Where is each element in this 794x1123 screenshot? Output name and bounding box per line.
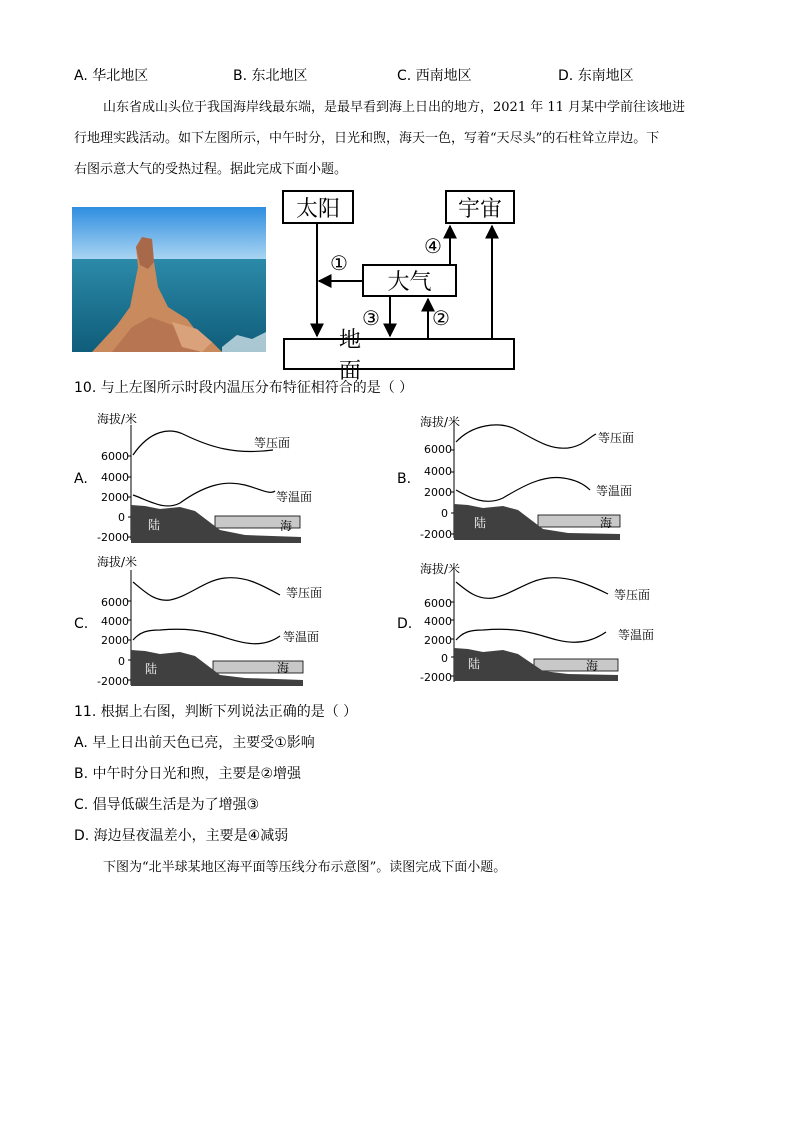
b-isobar: 等压面 — [598, 431, 635, 445]
a-ylabel: 海拔/米 — [97, 412, 138, 426]
d-land: 陆 — [468, 657, 481, 671]
c-isobar: 等压面 — [286, 586, 323, 600]
label-3: ③ — [362, 306, 380, 330]
a-tick-0: 0 — [118, 511, 125, 524]
heat-arrows — [0, 0, 794, 400]
q11-option-d: D. 海边昼夜温差小，主要是④减弱 — [74, 828, 289, 844]
c-tick-0: 0 — [118, 655, 125, 668]
b-tick-0: 0 — [441, 507, 448, 520]
c-sea: 海 — [277, 661, 290, 675]
ground-box: 地 面 — [283, 338, 515, 370]
d-isotherm: 等温面 — [618, 628, 655, 642]
label-2: ② — [432, 306, 450, 330]
b-tick-6000: 6000 — [424, 443, 452, 456]
c-tick-2000: 2000 — [101, 634, 129, 647]
prev-option-c: C. 西南地区 — [397, 68, 472, 84]
q10-letter-c: C. — [74, 616, 89, 632]
q10-letter-b: B. — [397, 471, 412, 487]
a-land: 陆 — [148, 518, 161, 532]
a-isotherm: 等温面 — [276, 490, 313, 504]
q10-stem: 10. 与上左图所示时段内温压分布特征相符合的是（ ） — [74, 380, 414, 396]
b-tick-4000: 4000 — [424, 465, 452, 478]
d-tick-4000: 4000 — [424, 615, 452, 628]
c-isotherm: 等温面 — [283, 630, 320, 644]
d-tick-0: 0 — [441, 652, 448, 665]
d-sea: 海 — [586, 659, 599, 673]
a-sea: 海 — [280, 519, 293, 533]
b-tick-neg2000: -2000 — [420, 528, 452, 541]
q10-letter-d: D. — [397, 616, 413, 632]
q11-option-b: B. 中午时分日光和煦，主要是②增强 — [74, 766, 302, 782]
c-tick-4000: 4000 — [101, 615, 129, 628]
q11-stem: 11. 根据上右图，判断下列说法正确的是（ ） — [74, 704, 358, 720]
c-tick-neg2000: -2000 — [97, 675, 129, 688]
intro-line-3: 右图示意大气的受热过程。据此完成下面小题。 — [74, 162, 348, 177]
sun-box: 太阳 — [282, 190, 354, 224]
b-isotherm: 等温面 — [596, 484, 633, 498]
b-sea: 海 — [600, 516, 613, 530]
c-land: 陆 — [145, 662, 158, 676]
a-tick-6000: 6000 — [101, 450, 129, 463]
a-isobar: 等压面 — [254, 436, 291, 450]
a-tick-2000: 2000 — [101, 491, 129, 504]
intro-line-1: 山东省成山头位于我国海岸线最东端，是最早看到海上日出的地方，2021 年 11 月某中学前往该地进 — [103, 100, 686, 115]
d-isobar: 等压面 — [614, 588, 651, 602]
prev-option-d: D. 东南地区 — [558, 68, 634, 84]
b-ylabel: 海拔/米 — [420, 415, 461, 429]
c-ylabel: 海拔/米 — [97, 555, 138, 569]
d-ylabel: 海拔/米 — [420, 562, 461, 576]
q11-option-c: C. 倡导低碳生活是为了增强③ — [74, 797, 260, 813]
intro-line-2: 行地理实践活动。如下左图所示，中午时分，日光和煦，海天一色，写着“天尽头”的石柱耸立岸边。下 — [74, 131, 660, 146]
q11-option-a: A. 早上日出前天色已亮，主要受①影响 — [74, 735, 315, 751]
d-tick-neg2000: -2000 — [420, 671, 452, 684]
label-4: ④ — [424, 234, 442, 258]
q10-letter-a: A. — [74, 471, 88, 487]
b-tick-2000: 2000 — [424, 486, 452, 499]
b-land: 陆 — [474, 516, 487, 530]
d-tick-2000: 2000 — [424, 634, 452, 647]
a-tick-4000: 4000 — [101, 471, 129, 484]
label-1: ① — [330, 251, 348, 275]
atmosphere-box: 大气 — [362, 264, 457, 297]
next-intro: 下图为“北半球某地区海平面等压线分布示意图”。读图完成下面小题。 — [103, 860, 507, 875]
d-tick-6000: 6000 — [424, 597, 452, 610]
space-box: 宇宙 — [445, 190, 515, 224]
a-tick-neg2000: -2000 — [97, 531, 129, 544]
c-tick-6000: 6000 — [101, 596, 129, 609]
prev-option-b: B. 东北地区 — [233, 68, 308, 84]
prev-option-a: A. 华北地区 — [74, 68, 149, 84]
